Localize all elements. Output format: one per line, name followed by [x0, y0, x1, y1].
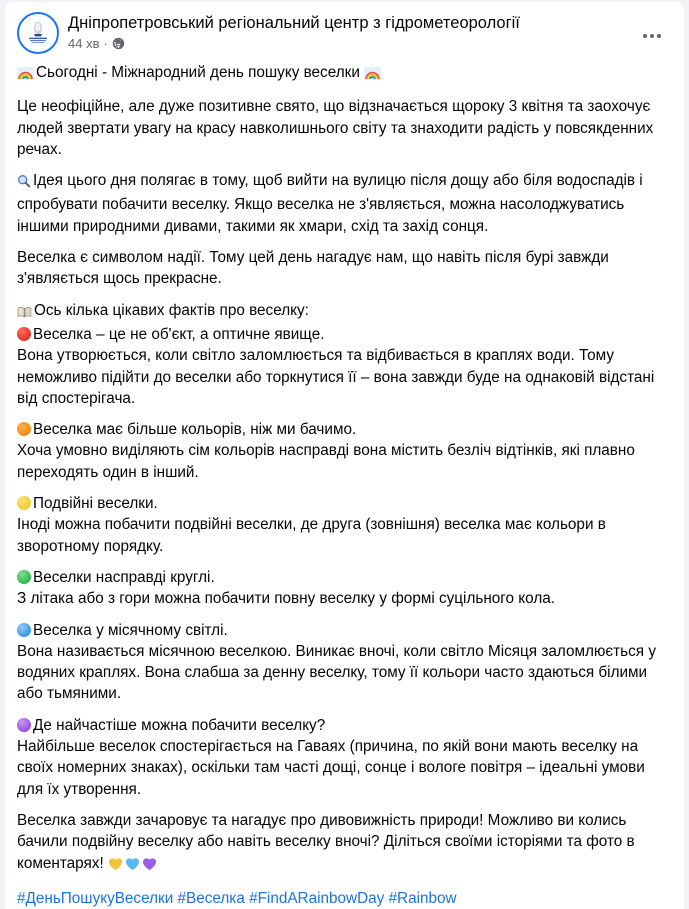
magnifying-glass-glyph	[17, 174, 31, 188]
yellow-heart-icon	[108, 856, 123, 877]
blue-heart-glyph	[125, 857, 140, 871]
fact-title-3	[17, 493, 672, 514]
yellow-circle-icon	[17, 496, 31, 510]
purple-circle-icon	[17, 718, 31, 732]
rainbow-icon-left	[17, 65, 34, 86]
meta-separator: ·	[103, 36, 108, 51]
facts-heading	[17, 300, 672, 324]
post-body	[17, 58, 672, 909]
fact-body-1: Вона утворюється, коли світло заломлюється та відбивається в краплях води. Тому неможливо підійти до веселки або торкнутися її – вона завжди буде на однаковій відстані від спостерігача.	[17, 347, 655, 407]
rainbow-glyph-right	[364, 67, 381, 80]
fact-body-2: Хоча умовно виділяють сім кольорів насправді вона містить безліч відтінків, які плавно переходять один в інший.	[17, 442, 635, 481]
facts-heading-text: Ось кілька цікавих фактів про веселку:	[34, 301, 309, 319]
paragraph-intro: Це неофіційне, але дуже позитивне свято, що відзначається щороку 3 квітня та заохочує людей звертати увагу на красу навколишнього світу та знаходити радість у повсякденних речах.	[17, 98, 654, 158]
closing-text: Веселка завжди зачаровує та нагадує про дивовижність природи! Можливо ви колись бачили подвійну веселку або навіть веселку вночі? Діліться своїми історіями та фото в коментарях!	[17, 811, 635, 872]
rainbow-icon-right	[364, 65, 381, 86]
post-meta	[68, 35, 520, 52]
blue-heart-icon	[125, 856, 140, 877]
open-book-icon	[17, 303, 32, 324]
post-header	[17, 12, 672, 58]
post-title-line	[17, 62, 672, 86]
paragraph-hope: Веселка є символом надії. Тому цей день нагадує нам, що навіть після бурі завжди з'являється щось прекрасне.	[17, 249, 609, 288]
fact-title-2	[17, 419, 672, 440]
closing-paragraph	[17, 810, 672, 877]
green-circle-icon	[17, 570, 31, 584]
post-title-text: Сьогодні - Міжнародний день пошуку веселки	[36, 64, 360, 81]
avatar[interactable]	[17, 12, 59, 54]
post-timestamp[interactable]: 44 хв	[68, 36, 100, 51]
fact-title-1	[17, 324, 672, 345]
blue-circle-icon	[17, 623, 31, 637]
fact-title-5	[17, 620, 672, 641]
page-logo-avatar-icon	[21, 16, 55, 50]
fact-body-5: Вона називається місячною веселкою. Виникає вночі, коли світло Місяця заломлюється у водяних краплях. Вона слабша за денну веселку, тому її кольори часто здаються білими або тьмяними.	[17, 642, 656, 703]
post-options-button[interactable]	[636, 22, 668, 50]
paragraph-idea	[17, 170, 672, 237]
fact-title-text-1: Веселка – це не об'єкт, а оптичне явище.	[33, 325, 325, 343]
purple-heart-icon	[142, 856, 157, 877]
yellow-heart-glyph	[108, 857, 123, 871]
magnifying-glass-icon	[17, 173, 31, 194]
orange-circle-icon	[17, 422, 31, 436]
menu-dot-3	[657, 34, 661, 38]
fact-body-3: Іноді можна побачити подвійні веселки, де друга (зовнішня) веселка має кольори в зворотному порядку.	[17, 516, 606, 555]
hashtags[interactable]: #ДеньПошукуВеселки #Веселка #FindARainbowDay #Rainbow	[17, 889, 457, 907]
fact-body-6: Найбільше веселок спостерігається на Гаваях (причина, по якій вони мають веселку на своїх номерних знаках), оскільки там часті дощі, сонце і вологе повітря – ідеальні умови для їх утворення.	[17, 738, 645, 798]
fact-title-text-2: Веселка має більше кольорів, ніж ми бачимо.	[33, 421, 357, 439]
fact-title-6	[17, 715, 672, 736]
red-circle-icon	[17, 327, 31, 341]
paragraph-idea-text: Ідея цього дня полягає в тому, щоб вийти на вулицю після дощу або біля водоспадів і спробувати побачити веселку. Якщо веселка не з'являється, можна насолоджуватись іншими природними дивами, такими як хмари, схід та захід сонця.	[17, 172, 643, 235]
globe-icon[interactable]	[112, 37, 125, 50]
fact-title-4	[17, 567, 672, 588]
menu-dot-2	[650, 34, 654, 38]
open-book-glyph	[17, 306, 32, 318]
fact-title-text-3: Подвійні веселки.	[33, 495, 158, 513]
fact-title-text-4: Веселки насправді круглі.	[33, 568, 215, 586]
purple-heart-glyph	[142, 857, 157, 871]
fact-body-4: З літака або з гори можна побачити повну веселку у формі суцільного кола.	[17, 590, 556, 608]
menu-dot-1	[643, 34, 647, 38]
header-text	[68, 12, 520, 52]
rainbow-glyph-left	[17, 67, 34, 80]
post-card	[5, 2, 684, 909]
fact-title-text-6: Де найчастіше можна побачити веселку?	[33, 716, 326, 734]
page-name[interactable]: Дніпропетровський регіональний центр з гідрометеорології	[68, 14, 520, 32]
fact-title-text-5: Веселка у місячному світлі.	[33, 621, 228, 639]
globe-icon-glyph	[112, 37, 125, 50]
